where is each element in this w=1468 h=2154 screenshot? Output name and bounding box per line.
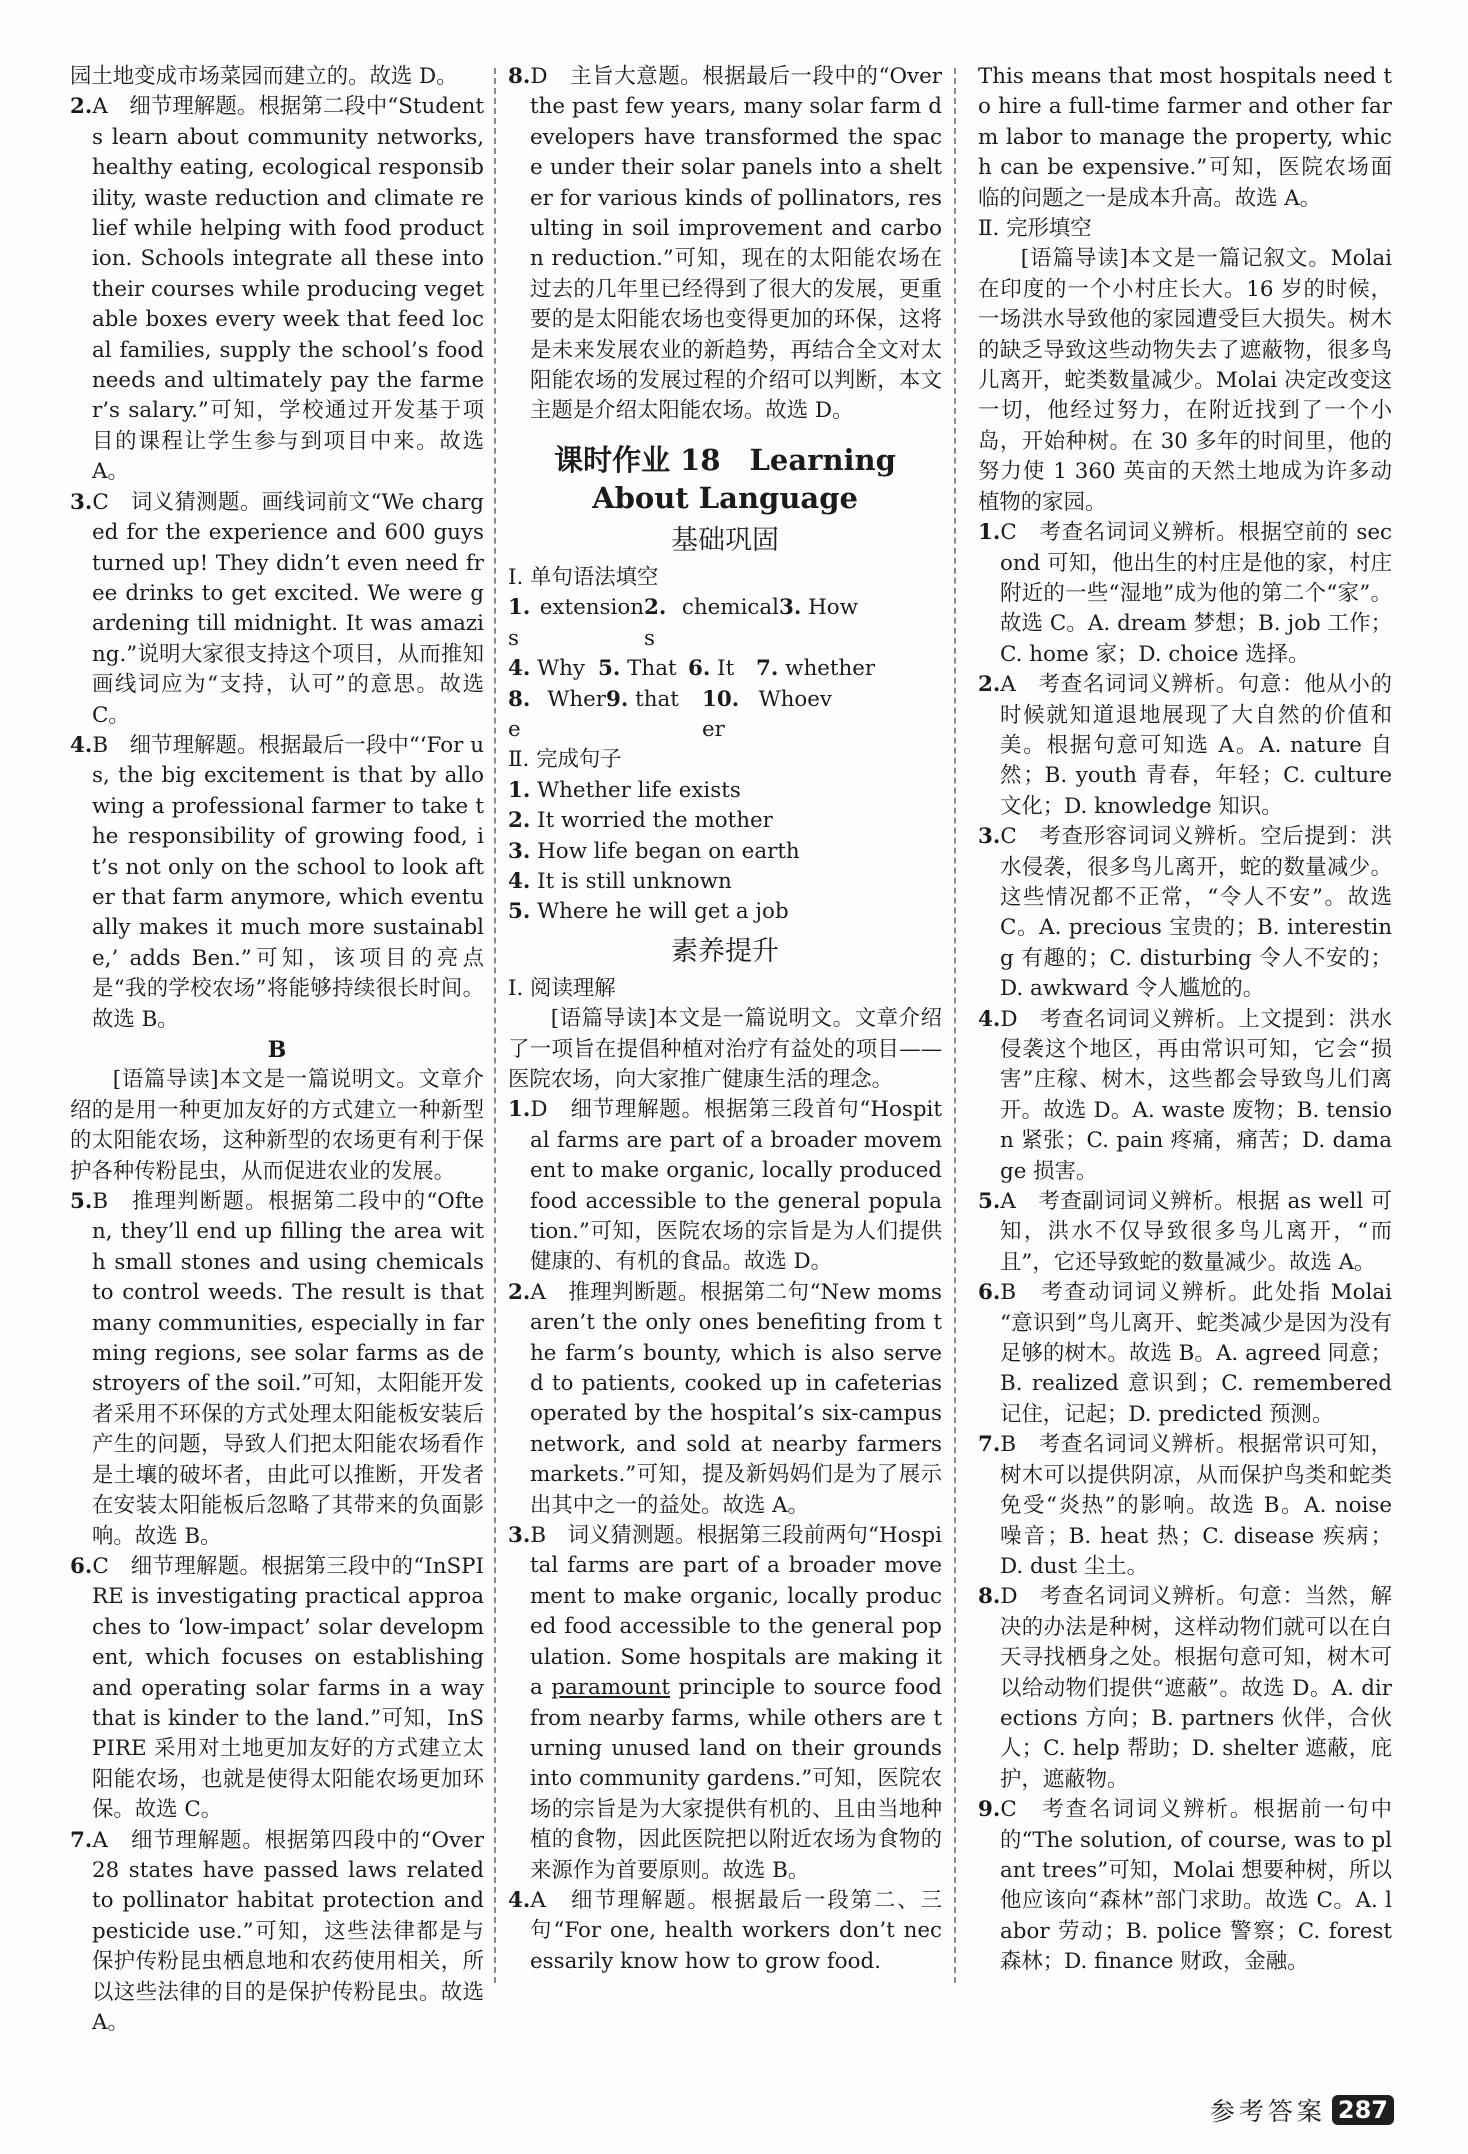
answer-text: How: [808, 595, 858, 621]
answer-num: 5.: [508, 899, 531, 925]
grammar-answer: [598, 654, 688, 684]
answer-text: D 考查名词词义辨析。句意：当然，解决的办法是种树，这样动物们就可以在白天寻找栖身之处。根据句意可知，树木可以给动物们提供“遮蔽”。故选 D。A. directions 方向；B. partners 伙伴，合伙人；C. help 帮助；D. shelter 遮蔽，庇护，遮蔽物。: [1000, 1584, 1392, 1792]
answer-num: 1.: [978, 520, 1001, 546]
answer-num: 9.: [978, 1797, 1001, 1823]
answer-text: B 考查名词词义辨析。根据常识可知，树木可以提供阴凉，从而保护鸟类和蛇类免受“炎热”的影响。故选 B。A. noise 噪音；B. heat 热；C. disease 疾病；D. dust 尘土。: [1000, 1432, 1392, 1579]
passage-guide: [语篇导读]本文是一篇说明文。文章介绍了一项旨在提倡种植对治疗有益处的项目——医院农场，向大家推广健康生活的理念。: [508, 1006, 942, 1092]
answer-num: 4.: [70, 732, 93, 758]
answer-num: 2.: [70, 94, 93, 120]
answer-text: A 细节理解题。根据最后一段第二、三句“For one, health workers don’t necessarily know how to grow food.: [530, 1887, 942, 1974]
section-advanced: 素养提升: [671, 935, 779, 967]
answer-num: 3.: [508, 838, 531, 864]
answer-item: [978, 1187, 1392, 1278]
column-middle: [508, 62, 942, 1977]
answer-text: B 词义猜测题。根据第三段前两句“Hospital farms are part of a broader movement to make organic, locally produced food accessible to the general population. Some hospitals are making it a: [530, 1523, 942, 1701]
answer-item: [978, 1278, 1392, 1430]
passage-guide: [语篇导读]本文是一篇说明文。文章介绍的是用一种更加友好的方式建立一种新型的太阳能农场，这种新型的农场更有利于保护各种传粉昆虫，从而促进农业的发展。: [70, 1067, 484, 1184]
column-right: [978, 62, 1392, 1978]
answer-text: C 考查名词词义辨析。根据空前的 second 可知，他出生的村庄是他的家，村庄附近的一些“湿地”成为他的第二个“家”。故选 C。A. dream 梦想；B. job 工作；C. home 家；D. choice 选择。: [1000, 520, 1392, 667]
sentence-answer: [508, 776, 942, 806]
column-left: [70, 62, 484, 2038]
answer-item: [508, 1278, 942, 1521]
lesson-title-line2: About Language: [592, 480, 858, 515]
lesson-title-line1: 课时作业 18 Learning: [554, 442, 896, 477]
grammar-row: [508, 593, 942, 654]
grammar-answer: [756, 654, 876, 684]
answer-text: whether: [785, 656, 876, 682]
answer-text: D 考查名词词义辨析。上文提到：洪水侵袭这个地区，再由常识可知，它会“损害”庄稼、树木，这些都会导致鸟儿们离开。故选 D。A. waste 废物；B. tension 紧张；C. pain 疼痛，痛苦；D. damage 损害。: [1000, 1006, 1392, 1184]
grammar-answer: [508, 685, 606, 746]
answer-num: 3.: [70, 489, 93, 515]
grammar-answer: [508, 593, 644, 654]
sentence-answers: [508, 776, 942, 928]
answer-item: [978, 518, 1392, 670]
answer-item: [978, 1582, 1392, 1795]
answer-text: B 推理判断题。根据第二段中的“Often, they’ll end up filling the area with small stones and using chemicals to control weeds. The result is that many communities, especially in farming regions, see solar farms as destroyers of the soil.”可知，太阳能开发者采用不环保的方式处理太阳能板安装后产生的问题，导致人们把太阳能农场看作是土壤的破坏者，由此可以推断，开发者在安装太阳能板后忽略了其带来的负面影响。故选 B。: [92, 1189, 484, 1549]
answer-item: [508, 1886, 942, 1977]
answer-num: 8.: [508, 64, 531, 89]
answer-text: C 考查形容词词义辨析。空后提到：洪水侵袭，很多鸟儿离开，蛇的数量减少。这些情况都不正常，“令人不安”。故选 C。A. precious 宝贵的；B. interesting 有趣的；C. disturbing 令人不安的；D. awkward 令人尴尬的。: [1000, 824, 1392, 1002]
grammar-answer: [644, 593, 779, 654]
answer-text: C 词义猜测题。画线词前文“We charged for the experience and 600 guys turned up! They didn’t even need free drinks to get excited. We were gardening till midnight. It was amazing.”说明大家很支持这个项目，从而推知画线词应为“支持，认可”的意思。故选 C。: [92, 489, 484, 728]
answer-text: Why: [537, 656, 586, 682]
answer-text: This means that most hospitals need to hire a full-time farmer and other farm labor to manage the property, which can be expensive.”可知，医院农场面临的问题之一是成本升高。故选 A。: [978, 64, 1392, 211]
answer-num: 6.: [688, 656, 711, 682]
answer-num: 4.: [508, 868, 531, 894]
answer-num: 1.: [508, 777, 531, 803]
column-divider: [494, 68, 496, 1983]
answer-text: A 考查副词词义辨析。根据 as well 可知，洪水不仅导致很多鸟儿离开，“而且”，它还导致蛇的数量减少。故选 A。: [1000, 1189, 1392, 1275]
sentence-answer: [508, 897, 942, 927]
section-heading: Ⅱ. 完形填空: [978, 216, 1092, 242]
lesson-title: [508, 441, 942, 517]
answer-text: B 细节理解题。根据最后一段中“‘For us, the big excitement is that by allowing a professional farmer to take the responsibility of growing food, it’s not only on the school to look after that farm anymore, which eventually makes it much more sustainable,’ adds Ben.”可知，该项目的亮点是“我的学校农场”将能够持续很长时间。故选 B。: [92, 732, 484, 1032]
reading-heading: Ⅰ. 阅读理解: [508, 975, 616, 1001]
answer-text: It is still unknown: [537, 868, 732, 894]
answer-text: That: [627, 656, 677, 682]
answer-num: 2.: [508, 808, 531, 834]
answer-num: 2.: [508, 1279, 531, 1305]
grammar-heading: Ⅰ. 单句语法填空: [508, 564, 659, 590]
item-group: [508, 1004, 942, 1521]
answer-text: D 细节理解题。根据第三段首句“Hospital farms are part of a broader movement to make organic, locally produced food accessible to the general population.”可知，医院农场的宗旨是为人们提供健康的、有机的食品。故选 D。: [530, 1097, 942, 1275]
answer-text: that: [635, 686, 679, 712]
passage-guide: [语篇导读]本文是一篇记叙文。Molai 在印度的一个小村庄长大。16 岁的时候，一场洪水导致他的家园遭受巨大损失。树木的缺乏导致这些动物失去了遮蔽物，很多鸟儿离开，蛇类数量减少。Molai 决定改变这一切，他经过努力，在附近找到了一个小岛，开始种树。在 30 多年的时间里，他的努力使 1 360 英亩的天然土地成为许多动植物的家园。: [978, 246, 1392, 515]
answer-num: 6.: [70, 1553, 93, 1579]
answer-num: 2.: [644, 595, 667, 621]
sentence-answer: [508, 837, 942, 867]
footer-label: 参考答案: [1209, 2097, 1326, 2126]
answer-text: A 细节理解题。根据第二段中“Students learn about community networks, healthy eating, ecological responsibility, waste reduction and climate relief while helping with food production. Schools integrate all these into their courses while producing vegetable boxes every week that feed local families, supply the school’s food needs and ultimately pay the farmer’s salary.”可知，学校通过开发基于项目的课程让学生参与到项目中来。故选 A。: [92, 94, 484, 485]
answer-item: [70, 1187, 484, 1552]
grammar-answer: [702, 685, 832, 746]
section-basic: 基础巩固: [671, 524, 779, 556]
answer-num: 4.: [508, 1887, 531, 1913]
answer-text: A 考查名词词义辨析。句意：他从小的时候就知道退地展现了大自然的价值和美。根据句意可知选 A。A. nature 自然；B. youth 青春，年轻；C. culture 文化；D. knowledge 知识。: [1000, 672, 1392, 819]
answer-text: Whoever: [702, 686, 832, 742]
answer-num: 3.: [978, 824, 1001, 850]
answer-num: 3.: [779, 595, 802, 621]
answer-num: 3.: [508, 1523, 531, 1549]
answer-num: 10.: [702, 686, 740, 712]
sentence-answer: [508, 867, 942, 897]
answer-num: 8.: [508, 686, 531, 712]
answer-item: [70, 92, 484, 487]
answer-text: principle to source food from nearby farms, while others are turning unused land on their grounds into community gardens.”可知，医院农场的宗旨是为大家提供有机的、且由当地种植的食物，因此医院把以附近农场为食物的来源作为首要原则。故选 B。: [530, 1675, 942, 1883]
answer-item: [70, 1826, 484, 2039]
answer-text: C 细节理解题。根据第三段中的“InSPIRE is investigating practical approaches to ‘low-impact’ solar development, which focuses on establishing and operating solar farms in a way that is kinder to the land.”可知，InSPIRE 采用对土地更加友好的方式建立太阳能农场，也就是使得太阳能农场更加环保。故选 C。: [92, 1553, 484, 1823]
grammar-answer: [779, 593, 879, 654]
page-number: 287: [1332, 2095, 1394, 2125]
answer-text: Whether life exists: [537, 777, 741, 803]
answer-num: 2.: [978, 672, 1001, 698]
answer-num: 7.: [978, 1432, 1001, 1458]
grammar-answer: [606, 685, 702, 746]
page-footer: [1210, 2092, 1394, 2128]
answer-item: [978, 1795, 1392, 1977]
underlined-word: paramount: [551, 1675, 671, 1701]
answer-num: 5.: [70, 1189, 93, 1215]
answer-text: Where he will get a job: [537, 899, 789, 925]
answer-item: [978, 670, 1392, 822]
answer-text: D 主旨大意题。根据最后一段中的“Over the past few years, many solar farm developers have transformed the space under their solar panels into a shelter for various kinds of pollinators, resulting in soil improvement and carbon reduction.”可知，现在的太阳能农场在过去的几年里已经得到了很大的发展，更重要的是太阳能农场也变得更加的环保，这将是未来发展农业的新趋势，再结合全文对太阳能农场的发展过程的介绍可以判断，本文主题是介绍太阳能农场。故选 D。: [530, 64, 942, 424]
answer-text: Where: [508, 686, 606, 742]
sentences-heading: Ⅱ. 完成句子: [508, 747, 622, 773]
item-group: [508, 62, 942, 427]
passage-label: B: [267, 1037, 287, 1063]
answer-item: [70, 488, 484, 731]
answer-text: A 细节理解题。根据第四段中的“Over 28 states have passed laws related to pollinator habitat protection and pesticide use.”可知，这些法律都是与保护传粉昆虫栖息地和农药使用相关，所以这些法律的目的是保护传粉昆虫。故选 A。: [92, 1827, 484, 2035]
answer-num: 5.: [598, 656, 621, 682]
answer-text: A 推理判断题。根据第二句“New moms aren’t the only ones benefiting from the farm’s bounty, which is also served to patients, cooked up in cafeterias operated by the hospital’s six-campus network, and sold at nearby farmers markets.”可知，提及新妈妈们是为了展示出其中之一的益处。故选 A。: [530, 1279, 942, 1518]
answer-item: [978, 822, 1392, 1004]
answer-num: 7.: [756, 656, 779, 682]
answer-num: 1.: [508, 1097, 531, 1123]
answer-item: [508, 62, 942, 427]
grammar-answer: [508, 654, 598, 684]
answer-item: [978, 1005, 1392, 1187]
answer-item: [978, 1430, 1392, 1582]
answer-num: 4.: [978, 1006, 1001, 1032]
answer-num: 7.: [70, 1827, 93, 1853]
answer-item: [508, 1521, 942, 1886]
answer-num: 1.: [508, 595, 531, 621]
answer-num: 5.: [978, 1189, 1001, 1215]
answer-item: [508, 1095, 942, 1277]
answer-text: chemicals: [644, 595, 779, 651]
answer-text: C 考查名词词义辨析。根据前一句中的“The solution, of course, was to plant trees”可知，Molai 想要种树，所以他应该向“森林”部门求助。故选 C。A. labor 劳动；B. police 警察；C. forest 森林；D. finance 财政，金融。: [1000, 1797, 1392, 1975]
column-divider: [954, 68, 956, 1983]
grammar-row: [508, 685, 942, 746]
answer-num: 8.: [978, 1584, 1001, 1610]
item-group: [508, 1886, 942, 1977]
answer-text: B 考查动词词义辨析。此处指 Molai “意识到”鸟儿离开、蛇类减少是因为没有足够的树木。故选 B。A. agreed 同意；B. realized 意识到；C. remembered 记住，记起；D. predicted 预测。: [1000, 1280, 1392, 1427]
answer-text: extensions: [508, 595, 644, 651]
answer-text: It: [717, 656, 735, 682]
answer-text: 园土地变成市场菜园而建立的。故选 D。: [70, 64, 458, 89]
answer-item: [70, 731, 484, 1035]
grammar-answer: [688, 654, 756, 684]
sentence-answer: [508, 806, 942, 836]
answer-text: How life began on earth: [537, 838, 800, 864]
answer-text: It worried the mother: [537, 808, 773, 834]
answer-num: 9.: [606, 686, 629, 712]
answer-num: 4.: [508, 656, 531, 682]
grammar-answers: [508, 593, 942, 745]
grammar-row: [508, 654, 942, 684]
answer-item: [70, 1552, 484, 1826]
answer-num: 6.: [978, 1280, 1001, 1306]
